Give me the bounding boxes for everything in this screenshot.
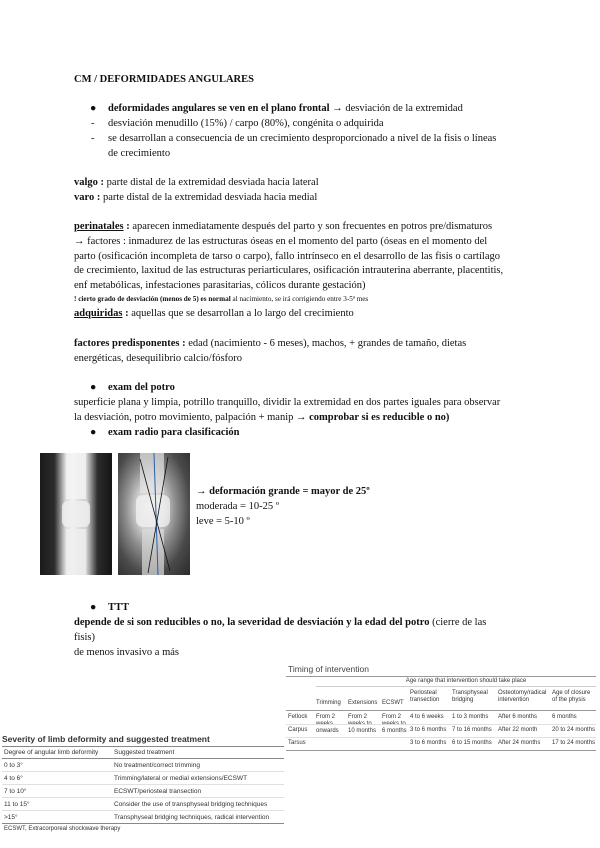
- predisponentes-line-1: [74, 336, 466, 351]
- timing-col-header: Periosteal transection: [410, 690, 440, 703]
- timing-cell: After 6 months: [498, 714, 538, 720]
- perinatales-note-rest: al nacimiento, se irá corrigiendo entre 3-5ª mes: [230, 295, 369, 303]
- perinatales-line-5: enf metabólicas, infestaciones parasitarias, cólicos durante gestación): [74, 280, 366, 291]
- exam-potro-line-2: [74, 410, 449, 425]
- deformacion-moderada: moderada = 10-25 º: [196, 501, 279, 512]
- intro-bullet-bold: deformidades angulares se ven en el plano frontal: [108, 103, 330, 114]
- timing-table: [286, 664, 596, 756]
- bullet-dot: ●: [90, 602, 97, 613]
- adquiridas-text: aquellas que se desarrollan a lo largo del crecimiento: [128, 308, 354, 319]
- severity-treatment: Consider the use of transphyseal bridging techniques: [114, 801, 268, 808]
- exam-potro-line-1: superficie plana y limpia, potrillo tranquillo, dividir la extremidad en dos partes iguales para observar: [74, 397, 501, 408]
- timing-col-header: Transphyseal bridging: [452, 690, 488, 703]
- timing-col-header: Osteotomy/radical intervention: [498, 690, 547, 703]
- perinatales-line-4: de crecimiento, laxitud de las estructuras periarticulares, osificación intrauterina aberrante, placentitis,: [74, 265, 504, 276]
- severity-treatment: Transphyseal bridging techniques, radical intervention: [114, 814, 270, 821]
- varo-definition: [74, 190, 317, 205]
- ttt-line-1-rest: (cierre de las: [429, 617, 487, 628]
- predisponentes-text: edad (nacimiento - 6 meses), machos, + grandes de tamaño, dietas: [185, 338, 467, 349]
- timing-cell: From 2 weeks to 10 months: [348, 714, 377, 734]
- varo-label: varo :: [74, 192, 101, 203]
- severity-degree: 0 to 3°: [4, 762, 23, 769]
- severity-table: [2, 734, 284, 844]
- page-title: CM / DEFORMIDADES ANGULARES: [74, 74, 254, 85]
- perinatales-line-1: [74, 219, 492, 234]
- perinatales-note-bold: ! cierto grado de desviación (menos de 5) es normal: [74, 295, 231, 303]
- adquiridas-label: adquiridas: [74, 308, 123, 319]
- perinatales-colon: :: [123, 221, 130, 232]
- bullet-dot: ●: [90, 382, 97, 393]
- intro-dash-1: desviación menudillo (15%) / carpo (80%), congénita o adquirida: [108, 118, 384, 129]
- ttt-line-3: de menos invasivo a más: [74, 647, 179, 658]
- ttt-line-1: [74, 615, 486, 630]
- bullet-dot: ●: [90, 427, 97, 438]
- severity-degree: 7 to 10°: [4, 788, 27, 795]
- deformacion-grande: → deformación grande = mayor de 25º: [196, 486, 370, 497]
- intro-bullet-rest: → desviación de la extremidad: [329, 103, 463, 114]
- deformacion-leve: leve = 5-10 º: [196, 516, 250, 527]
- perinatales-note: [74, 294, 368, 304]
- timing-cell: 6 months: [552, 714, 577, 720]
- timing-col-header: ECSWT: [382, 700, 404, 706]
- timing-cell: 7 to 16 months: [452, 727, 492, 733]
- exam-potro-line-2-rest: la desviación, potro movimiento, palpación + manip →: [74, 412, 310, 423]
- perinatales-line-2: → factores : inmadurez de las estructuras óseas en el momento del parto (óseas en el momento del: [74, 236, 488, 247]
- exam-potro-line-2-bold: comprobar si es reducible o no): [309, 412, 450, 423]
- adquiridas-colon: :: [122, 308, 129, 319]
- severity-degree: 4 to 6°: [4, 775, 23, 782]
- xray-image-frontal: [40, 453, 112, 575]
- timing-cell: From 2 weeks to 6 months: [382, 714, 407, 734]
- predisponentes-label: factores predisponentes :: [74, 338, 186, 349]
- timing-col-header: Age of closure of the physis: [552, 690, 591, 703]
- timing-col-header: Extensions: [348, 700, 378, 706]
- severity-footnote: ECSWT, Extracorporeal shockwave therapy: [4, 826, 121, 832]
- varo-text: parte distal de la extremidad desviada hacia medial: [100, 192, 318, 203]
- timing-cell: 4 to 6 weeks: [410, 714, 444, 720]
- severity-col-header: Degree of angular limb deformity: [4, 749, 99, 756]
- severity-treatment: No treatment/correct trimming: [114, 762, 200, 769]
- timing-cell: 17 to 24 months: [552, 740, 596, 746]
- intro-bullet: [108, 101, 463, 116]
- severity-degree: >15°: [4, 814, 18, 821]
- exam-radio-bullet: exam radio para clasificación: [108, 427, 240, 438]
- timing-cell: 3 to 6 months: [410, 727, 447, 733]
- ttt-bullet: TTT: [108, 602, 130, 613]
- severity-degree: 11 to 15°: [4, 801, 30, 808]
- bullet-dot: ●: [90, 103, 97, 114]
- perinatales-text: aparecen inmediatamente después del parto y son frecuentes en potros pre/dismaturos: [129, 221, 493, 232]
- timing-table-group-header: Age range that intervention should take place: [405, 678, 527, 684]
- timing-cell: 1 to 3 months: [452, 714, 489, 720]
- exam-potro-bullet: exam del potro: [108, 382, 175, 393]
- timing-cell: 20 to 24 months: [552, 727, 596, 733]
- timing-col-header: Trimming: [316, 700, 341, 706]
- timing-cell: 6 to 15 months: [452, 740, 492, 746]
- timing-cell: From 2 weeks onwards: [316, 714, 339, 734]
- perinatales-line-3: parto (osificación incompleta de tarso o carpo), fallo intrínseco en el desarrollo de las fisis o cartílago: [74, 251, 500, 262]
- intro-dash-2-line-1: se desarrollan a consecuencia de un crecimiento desproporcionado a nivel de la fisis o líneas: [108, 133, 497, 144]
- ttt-line-2: fisis): [74, 632, 95, 643]
- timing-row-site: Carpus: [288, 727, 308, 733]
- dash: -: [91, 133, 95, 144]
- predisponentes-line-2: energéticas, desequilibrio calcio/fósforo: [74, 353, 243, 364]
- ttt-line-1-bold: depende de si son reducibles o no, la severidad de desviación y la edad del potro: [74, 617, 430, 628]
- xray-image-measured: [118, 453, 190, 575]
- timing-cell: After 22 month: [498, 727, 538, 733]
- dash: -: [91, 118, 95, 129]
- timing-row-site: Fetlock: [288, 714, 308, 720]
- adquiridas-line: [74, 306, 354, 321]
- perinatales-label: perinatales: [74, 221, 124, 232]
- timing-table-title: Timing of intervention: [288, 664, 369, 674]
- severity-col-header: Suggested treatment: [114, 749, 175, 756]
- severity-treatment: ECSWT/periosteal transection: [114, 788, 202, 795]
- valgo-text: parte distal de la extremidad desviada hacia lateral: [104, 177, 319, 188]
- valgo-definition: [74, 175, 319, 190]
- intro-dash-2-line-2: de crecimiento: [108, 148, 171, 159]
- timing-cell: After 24 months: [498, 740, 541, 746]
- timing-row-site: Tarsus: [288, 740, 306, 746]
- severity-treatment: Trimming/lateral or medial extensions/ECSWT: [114, 775, 248, 782]
- timing-cell: 3 to 6 months: [410, 740, 447, 746]
- severity-table-title: Severity of limb deformity and suggested treatment: [2, 734, 210, 744]
- valgo-label: valgo :: [74, 177, 105, 188]
